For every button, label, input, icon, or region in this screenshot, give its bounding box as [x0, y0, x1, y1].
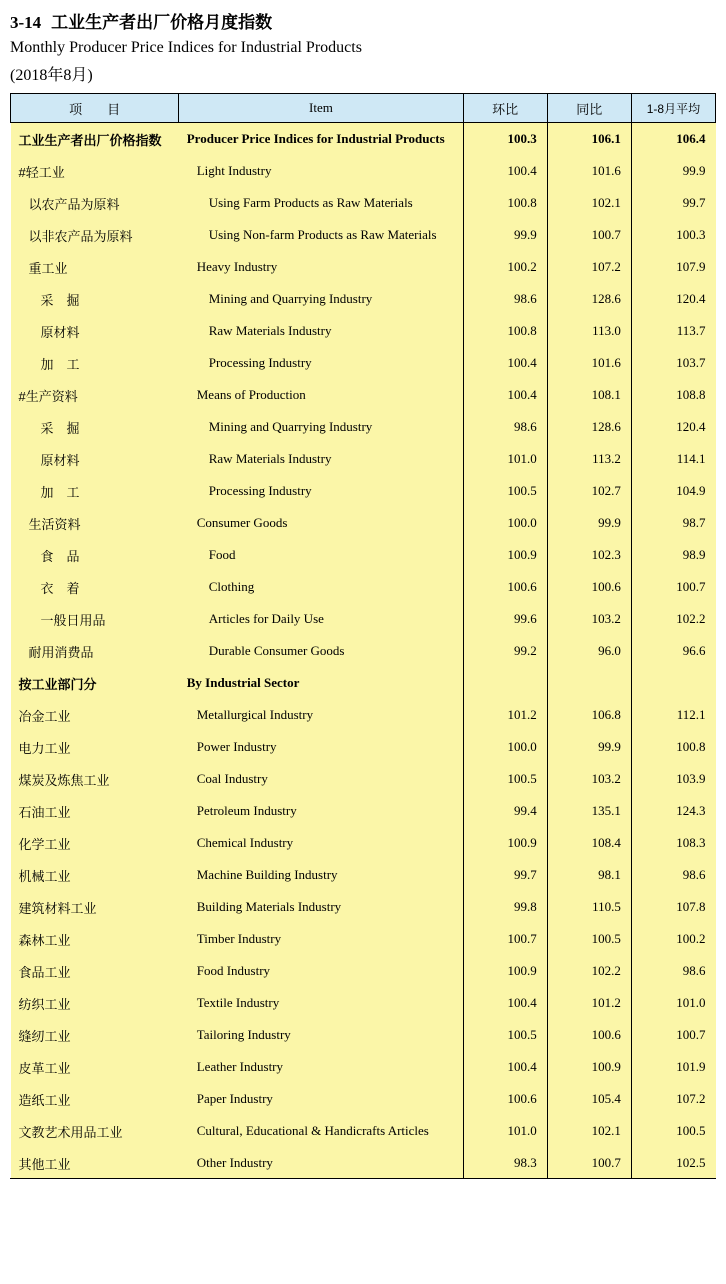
row-value-yoy: 102.1 — [547, 187, 631, 219]
row-value-yoy: 128.6 — [547, 283, 631, 315]
table-row — [11, 219, 716, 251]
row-value-mom: 100.5 — [463, 763, 547, 795]
row-label-cn: 原材料 — [11, 315, 179, 347]
table-row — [11, 507, 716, 539]
row-label-en: Cultural, Educational & Handicrafts Articles — [179, 1115, 463, 1147]
row-value-avg: 114.1 — [631, 443, 715, 475]
row-label-cn: 纺织工业 — [11, 987, 179, 1019]
row-value-yoy: 102.2 — [547, 955, 631, 987]
table-row — [11, 667, 716, 699]
row-value-avg: 99.7 — [631, 187, 715, 219]
row-label-en: Processing Industry — [179, 475, 463, 507]
table-row — [11, 1147, 716, 1179]
row-value-yoy — [547, 667, 631, 699]
row-value-avg: 100.7 — [631, 571, 715, 603]
row-value-yoy: 113.0 — [547, 315, 631, 347]
table-row — [11, 1115, 716, 1147]
row-value-mom: 100.6 — [463, 571, 547, 603]
row-value-avg: 100.5 — [631, 1115, 715, 1147]
row-value-yoy: 135.1 — [547, 795, 631, 827]
row-value-mom: 100.4 — [463, 155, 547, 187]
row-label-cn: 电力工业 — [11, 731, 179, 763]
row-label-en: Using Non-farm Products as Raw Materials — [179, 219, 463, 251]
row-label-cn: 食 品 — [11, 539, 179, 571]
row-value-mom: 100.8 — [463, 187, 547, 219]
table-row — [11, 731, 716, 763]
row-value-yoy: 108.1 — [547, 379, 631, 411]
row-label-cn: #生产资料 — [11, 379, 179, 411]
row-value-yoy: 106.8 — [547, 699, 631, 731]
row-value-mom: 101.2 — [463, 699, 547, 731]
row-label-cn: 石油工业 — [11, 795, 179, 827]
row-value-mom: 100.4 — [463, 1051, 547, 1083]
row-label-en: Raw Materials Industry — [179, 443, 463, 475]
row-label-en: Chemical Industry — [179, 827, 463, 859]
row-value-avg: 96.6 — [631, 635, 715, 667]
row-label-cn: 煤炭及炼焦工业 — [11, 763, 179, 795]
row-value-yoy: 99.9 — [547, 731, 631, 763]
row-value-avg: 100.7 — [631, 1019, 715, 1051]
row-value-mom: 100.4 — [463, 379, 547, 411]
title-block — [0, 0, 726, 85]
table-row — [11, 187, 716, 219]
row-label-cn: 食品工业 — [11, 955, 179, 987]
row-value-yoy: 101.2 — [547, 987, 631, 1019]
row-label-en: Food — [179, 539, 463, 571]
row-value-avg: 101.9 — [631, 1051, 715, 1083]
row-label-en: Mining and Quarrying Industry — [179, 283, 463, 315]
table-row — [11, 699, 716, 731]
row-value-avg: 108.8 — [631, 379, 715, 411]
row-label-cn: 皮革工业 — [11, 1051, 179, 1083]
row-value-yoy: 96.0 — [547, 635, 631, 667]
row-label-en: Machine Building Industry — [179, 859, 463, 891]
table-row — [11, 347, 716, 379]
row-value-mom: 100.6 — [463, 1083, 547, 1115]
row-value-avg: 100.8 — [631, 731, 715, 763]
header-item-cn: 项 目 — [11, 94, 179, 123]
row-value-mom: 100.0 — [463, 731, 547, 763]
row-value-avg: 113.7 — [631, 315, 715, 347]
row-label-en: Building Materials Industry — [179, 891, 463, 923]
row-label-cn: 缝纫工业 — [11, 1019, 179, 1051]
row-value-yoy: 100.6 — [547, 1019, 631, 1051]
row-value-yoy: 100.7 — [547, 219, 631, 251]
row-label-en: Tailoring Industry — [179, 1019, 463, 1051]
table-row — [11, 1051, 716, 1083]
row-value-avg: 98.6 — [631, 859, 715, 891]
table-row — [11, 827, 716, 859]
row-value-yoy: 106.1 — [547, 123, 631, 156]
table-row — [11, 859, 716, 891]
row-label-en: Heavy Industry — [179, 251, 463, 283]
row-value-yoy: 98.1 — [547, 859, 631, 891]
row-value-mom: 99.8 — [463, 891, 547, 923]
row-label-cn: 工业生产者出厂价格指数 — [11, 123, 179, 156]
row-label-cn: 一般日用品 — [11, 603, 179, 635]
row-value-mom: 100.9 — [463, 827, 547, 859]
row-label-cn: 采 掘 — [11, 283, 179, 315]
row-value-avg: 98.6 — [631, 955, 715, 987]
row-value-avg: 99.9 — [631, 155, 715, 187]
row-label-en: Paper Industry — [179, 1083, 463, 1115]
table-row — [11, 315, 716, 347]
row-value-yoy: 100.7 — [547, 1147, 631, 1179]
row-label-en: Processing Industry — [179, 347, 463, 379]
row-label-cn: 机械工业 — [11, 859, 179, 891]
row-label-en: By Industrial Sector — [179, 667, 463, 699]
row-value-avg: 98.9 — [631, 539, 715, 571]
row-label-cn: 加 工 — [11, 347, 179, 379]
table-row — [11, 987, 716, 1019]
row-value-mom: 100.2 — [463, 251, 547, 283]
row-label-cn: 采 掘 — [11, 411, 179, 443]
row-label-en: Power Industry — [179, 731, 463, 763]
table-row — [11, 603, 716, 635]
ppi-table — [10, 93, 716, 1179]
table-row — [11, 923, 716, 955]
row-label-en: Light Industry — [179, 155, 463, 187]
row-value-mom: 99.4 — [463, 795, 547, 827]
page-title — [10, 8, 716, 33]
row-label-cn: 建筑材料工业 — [11, 891, 179, 923]
row-value-mom: 100.5 — [463, 475, 547, 507]
row-label-cn: 以非农产品为原料 — [11, 219, 179, 251]
row-value-mom: 100.7 — [463, 923, 547, 955]
row-value-avg: 120.4 — [631, 411, 715, 443]
row-value-mom: 100.3 — [463, 123, 547, 156]
row-label-en: Durable Consumer Goods — [179, 635, 463, 667]
row-value-mom: 99.2 — [463, 635, 547, 667]
table-row — [11, 955, 716, 987]
row-value-yoy: 99.9 — [547, 507, 631, 539]
row-value-mom: 100.9 — [463, 539, 547, 571]
header-mom: 环比 — [463, 94, 547, 123]
row-value-avg: 107.8 — [631, 891, 715, 923]
row-value-avg: 100.3 — [631, 219, 715, 251]
table-number: 3-14 — [10, 13, 42, 32]
row-value-mom: 100.4 — [463, 987, 547, 1019]
row-value-avg: 124.3 — [631, 795, 715, 827]
row-value-mom: 99.6 — [463, 603, 547, 635]
table-row — [11, 795, 716, 827]
table-row — [11, 1083, 716, 1115]
row-label-en: Metallurgical Industry — [179, 699, 463, 731]
row-label-en: Timber Industry — [179, 923, 463, 955]
table-row — [11, 251, 716, 283]
row-value-avg: 103.7 — [631, 347, 715, 379]
row-label-cn: 重工业 — [11, 251, 179, 283]
row-value-avg: 112.1 — [631, 699, 715, 731]
table-row — [11, 539, 716, 571]
row-value-yoy: 100.9 — [547, 1051, 631, 1083]
table-body — [11, 123, 716, 1180]
row-label-cn: 按工业部门分 — [11, 667, 179, 699]
row-value-yoy: 103.2 — [547, 603, 631, 635]
row-value-yoy: 100.5 — [547, 923, 631, 955]
row-label-en: Textile Industry — [179, 987, 463, 1019]
row-label-en: Petroleum Industry — [179, 795, 463, 827]
table-row — [11, 571, 716, 603]
row-label-en: Producer Price Indices for Industrial Products — [179, 123, 463, 156]
header-row — [11, 94, 716, 123]
row-value-yoy: 128.6 — [547, 411, 631, 443]
row-label-en: Mining and Quarrying Industry — [179, 411, 463, 443]
row-value-avg: 120.4 — [631, 283, 715, 315]
row-label-en: Food Industry — [179, 955, 463, 987]
row-label-cn: 造纸工业 — [11, 1083, 179, 1115]
row-value-mom: 100.0 — [463, 507, 547, 539]
row-label-en: Means of Production — [179, 379, 463, 411]
row-label-cn: 冶金工业 — [11, 699, 179, 731]
row-value-yoy: 103.2 — [547, 763, 631, 795]
row-value-avg: 102.2 — [631, 603, 715, 635]
row-value-yoy: 108.4 — [547, 827, 631, 859]
title-english: Monthly Producer Price Indices for Industrial Products — [10, 39, 362, 56]
row-value-yoy: 110.5 — [547, 891, 631, 923]
row-value-yoy: 102.7 — [547, 475, 631, 507]
table-row — [11, 123, 716, 156]
row-label-cn: 衣 着 — [11, 571, 179, 603]
row-value-avg — [631, 667, 715, 699]
table-row — [11, 155, 716, 187]
row-value-yoy: 107.2 — [547, 251, 631, 283]
row-value-avg: 102.5 — [631, 1147, 715, 1179]
row-label-en: Consumer Goods — [179, 507, 463, 539]
row-label-en: Using Farm Products as Raw Materials — [179, 187, 463, 219]
row-value-avg: 107.2 — [631, 1083, 715, 1115]
row-value-avg: 103.9 — [631, 763, 715, 795]
row-value-avg: 100.2 — [631, 923, 715, 955]
table-row — [11, 635, 716, 667]
row-value-yoy: 113.2 — [547, 443, 631, 475]
row-label-en: Articles for Daily Use — [179, 603, 463, 635]
table-row — [11, 891, 716, 923]
row-label-cn: 加 工 — [11, 475, 179, 507]
row-value-yoy: 101.6 — [547, 155, 631, 187]
header-yoy: 同比 — [547, 94, 631, 123]
row-value-mom: 101.0 — [463, 1115, 547, 1147]
row-label-cn: 化学工业 — [11, 827, 179, 859]
table-bottom-rule — [10, 1178, 716, 1179]
row-value-mom: 99.7 — [463, 859, 547, 891]
row-value-avg: 98.7 — [631, 507, 715, 539]
row-value-avg: 107.9 — [631, 251, 715, 283]
row-label-en: Leather Industry — [179, 1051, 463, 1083]
row-value-mom: 98.6 — [463, 283, 547, 315]
title-chinese: 工业生产者出厂价格月度指数 — [51, 13, 273, 32]
row-label-cn: 原材料 — [11, 443, 179, 475]
row-label-en: Coal Industry — [179, 763, 463, 795]
row-label-cn: 森林工业 — [11, 923, 179, 955]
table-row — [11, 411, 716, 443]
row-value-mom: 99.9 — [463, 219, 547, 251]
row-label-en: Raw Materials Industry — [179, 315, 463, 347]
table-row — [11, 1019, 716, 1051]
row-value-yoy: 102.1 — [547, 1115, 631, 1147]
row-value-avg: 101.0 — [631, 987, 715, 1019]
table-row — [11, 475, 716, 507]
row-label-cn: 生活资料 — [11, 507, 179, 539]
row-value-mom: 101.0 — [463, 443, 547, 475]
row-label-cn: 耐用消费品 — [11, 635, 179, 667]
row-value-mom: 100.9 — [463, 955, 547, 987]
row-label-cn: 文教艺术用品工业 — [11, 1115, 179, 1147]
row-label-cn: 以农产品为原料 — [11, 187, 179, 219]
row-value-mom: 100.8 — [463, 315, 547, 347]
row-value-mom: 98.3 — [463, 1147, 547, 1179]
table-row — [11, 379, 716, 411]
table-row — [11, 283, 716, 315]
row-value-avg: 108.3 — [631, 827, 715, 859]
row-value-mom: 100.5 — [463, 1019, 547, 1051]
row-value-avg: 106.4 — [631, 123, 715, 156]
row-value-yoy: 101.6 — [547, 347, 631, 379]
table-row — [11, 763, 716, 795]
row-value-mom: 98.6 — [463, 411, 547, 443]
row-value-mom — [463, 667, 547, 699]
row-value-yoy: 102.3 — [547, 539, 631, 571]
row-label-cn: 其他工业 — [11, 1147, 179, 1179]
row-value-avg: 104.9 — [631, 475, 715, 507]
title-period: (2018年8月) — [10, 67, 93, 84]
row-label-cn: #轻工业 — [11, 155, 179, 187]
header-item-en: Item — [179, 94, 463, 123]
table-wrap — [0, 93, 726, 1179]
row-value-yoy: 105.4 — [547, 1083, 631, 1115]
table-row — [11, 443, 716, 475]
table-header — [11, 94, 716, 123]
row-label-en: Other Industry — [179, 1147, 463, 1179]
row-label-en: Clothing — [179, 571, 463, 603]
row-value-yoy: 100.6 — [547, 571, 631, 603]
row-value-mom: 100.4 — [463, 347, 547, 379]
header-avg: 1-8月平均 — [631, 94, 715, 123]
